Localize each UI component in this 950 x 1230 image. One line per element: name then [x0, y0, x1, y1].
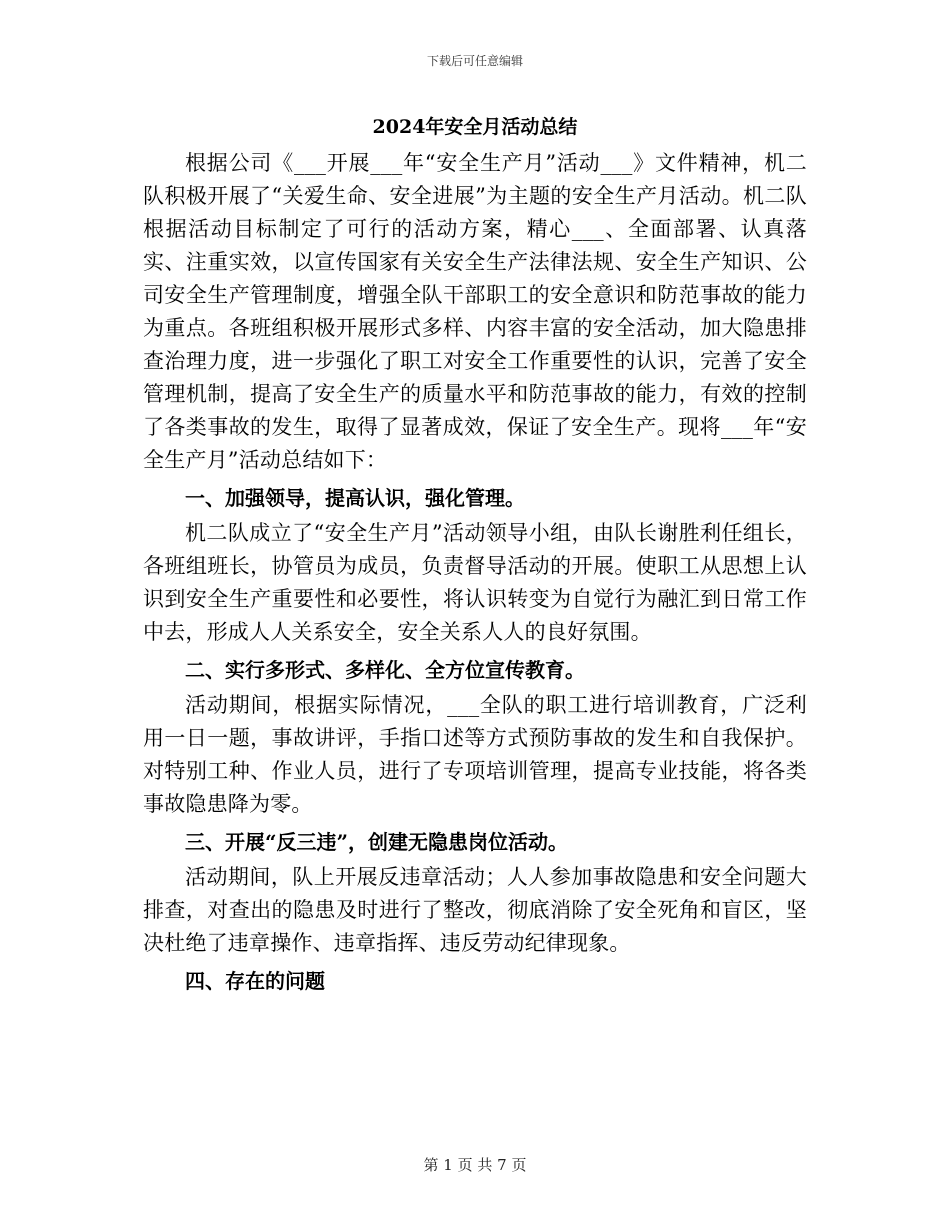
section-heading-3: 三、开展“反三违”，创建无隐患岗位活动。 — [185, 830, 569, 854]
page-footer-number: 第 1 页 共 7 页 — [423, 1156, 527, 1174]
section-paragraph-3: 活动期间，队上开展反违章活动；人人参加事故隐患和安全问题大排查，对查出的隐患及时进行了整改，彻底消除了安全死角和盲区，坚决杜绝了违章操作、违章指挥、违反劳动纪律现象。 — [143, 865, 807, 955]
intro-paragraph: 根据公司《___开展___年“安全生产月”活动___》文件精神，机二队积极开展了“关爱生命、安全进展”为主题的安全生产月活动。机二队根据活动目标制定了可行的活动方案，精心___、全面部署、认真落实、注重实效，以宣传国家有关安全生产法律法规、安全生产知识、公司安全生产管理制度，增强全队干部职工的安全意识和防范事故的能力为重点。各班组积极开展形式多样、内容丰富的安全活动，加大隐患排查治理力度，进一步强化了职工对安全工作重要性的认识，完善了安全管理机制，提高了安全生产的质量水平和防范事故的能力，有效的控制了各类事故的发生，取得了显著成效，保证了安全生产。现将___年“安全生产月”活动总结如下： — [143, 151, 807, 472]
section-heading-1: 一、加强领导，提高认识，强化管理。 — [185, 486, 525, 510]
document-title: 2024年安全月活动总结 — [372, 116, 578, 138]
document-body — [143, 147, 807, 1000]
page-header-note: 下载后可任意编辑 — [426, 54, 523, 68]
section-paragraph-1: 机二队成立了“安全生产月”活动领导小组，由队长谢胜利任组长，各班组班长，协管员为成员，负责督导活动的开展。使职工从思想上认识到安全生产重要性和必要性，将认识转变为自觉行为融汇到日常工作中去，形成人人关系安全，安全关系人人的良好氛围。 — [143, 521, 807, 644]
section-heading-2: 二、实行多形式、多样化、全方位宣传教育。 — [185, 658, 585, 682]
section-heading-4: 四、存在的问题 — [185, 969, 325, 993]
section-paragraph-2: 活动期间，根据实际情况，___全队的职工进行培训教育，广泛利用一日一题，事故讲评，手指口述等方式预防事故的发生和自我保护。对特别工种、作业人员，进行了专项培训管理，提高专业技能，将各类事故隐患降为零。 — [143, 693, 807, 816]
